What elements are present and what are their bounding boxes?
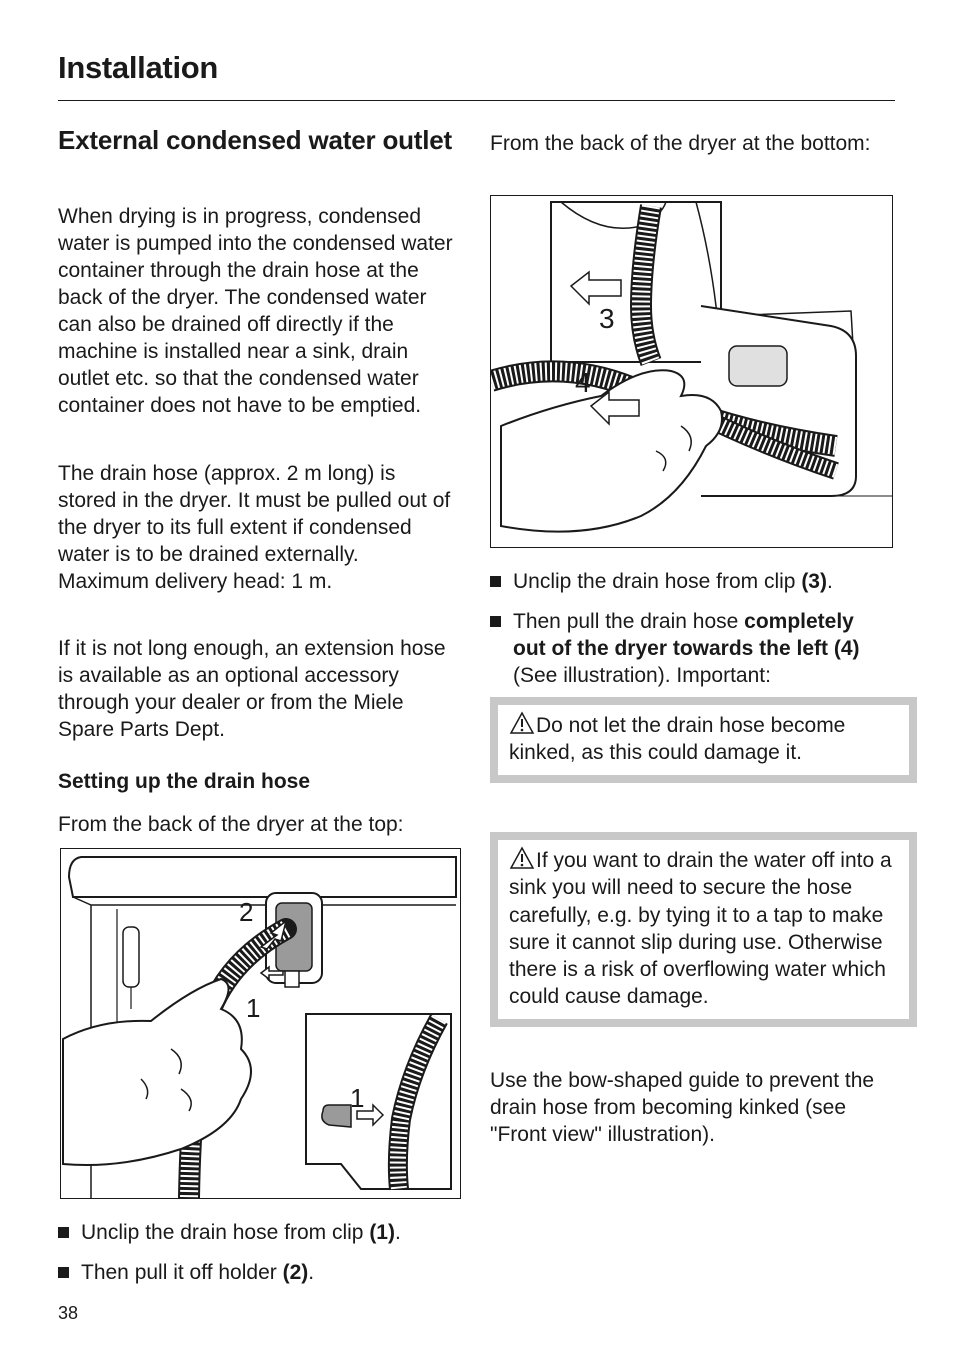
section-title: External condensed water outlet <box>58 125 453 155</box>
closing-paragraph: Use the bow-shaped guide to prevent the drain hose from becoming kinked (see "Front view" illustration). <box>490 1069 875 1146</box>
page-number: 38 <box>58 1303 79 1323</box>
square-bullet-icon <box>58 1227 69 1238</box>
label-clip-3: 3 <box>599 303 615 334</box>
subheading: Setting up the drain hose <box>58 770 311 793</box>
dryer-top-illustration <box>61 849 460 1198</box>
warning-triangle-icon <box>509 846 535 870</box>
intro-paragraph: When drying is in progress, condensed water is pumped into the condensed water container through the drain hose at the back of the dryer. The condensed water can also be drained off directly if the machine is installed near a sink, drain outlet etc. so that the condensed water container does not have to be emptied. <box>58 205 453 417</box>
square-bullet-icon <box>490 576 501 587</box>
header-divider <box>58 100 895 101</box>
label-pull-4: 4 <box>575 367 591 398</box>
warning-sink: If you want to drain the water off into a sink you will need to secure the hose carefully, e.g. by tying it to a tap to make sure it cannot slip during use. Otherwise there is a risk of overflowing water which could cause damage. <box>490 832 917 1027</box>
hose-length-paragraph: The drain hose (approx. 2 m long) is stored in the dryer. It must be pulled out of the dryer to its full extent if condensed water is to be drained externally. Maximum delivery head: 1 m. <box>58 462 451 593</box>
dryer-bottom-illustration <box>491 196 892 547</box>
figure-caption-top: From the back of the dryer at the top: <box>58 813 404 836</box>
label-clip-1: 1 <box>246 993 261 1023</box>
label-holder-2: 2 <box>239 897 254 927</box>
extension-paragraph: If it is not long enough, an extension hose is available as an optional accessory through your dealer or from the Miele Spare Parts Dept. <box>58 637 446 741</box>
square-bullet-icon <box>58 1267 69 1278</box>
illustration-top-back <box>60 848 461 1199</box>
page-title: Installation <box>58 50 219 85</box>
warning-triangle-icon <box>509 711 535 735</box>
figure-caption-bottom: From the back of the dryer at the bottom: <box>490 132 871 155</box>
square-bullet-icon <box>490 616 501 627</box>
label-clip-detail-1: 1 <box>350 1083 365 1113</box>
illustration-bottom-back <box>490 195 893 548</box>
warning-kink: Do not let the drain hose become kinked, as this could damage it. <box>490 697 917 783</box>
